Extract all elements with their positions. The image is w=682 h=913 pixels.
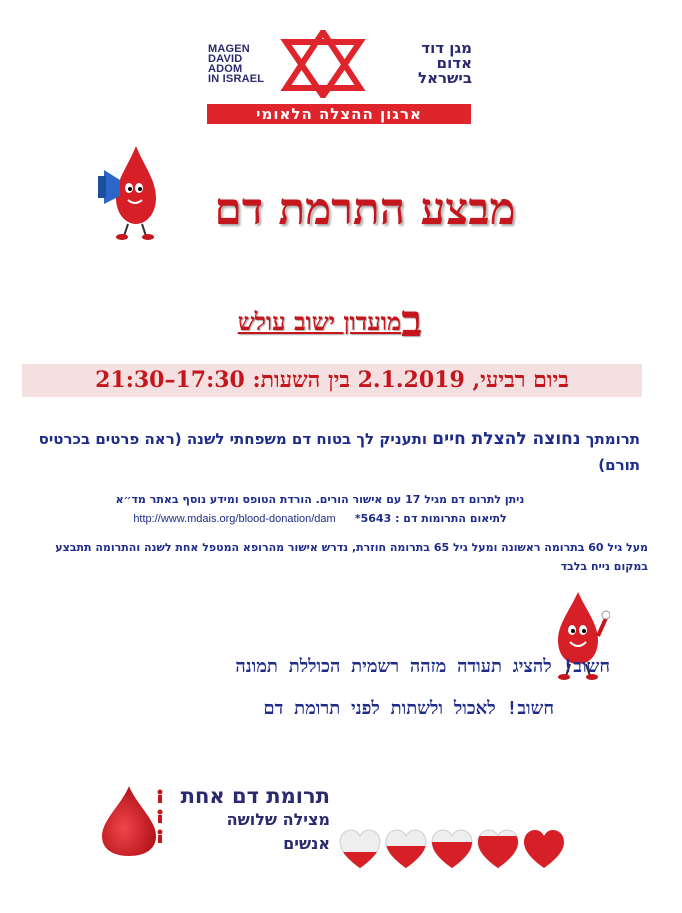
subtitle-prefix: ב: [401, 296, 423, 347]
logo-hebrew-text: [372, 41, 472, 86]
logo-he-line: מגן דוד: [421, 39, 472, 57]
logo-he-line: אדום: [436, 54, 472, 72]
logo-en-line: ADOM: [208, 63, 243, 75]
website-link[interactable]: http://www.mdais.org/blood-donation/dam: [133, 513, 336, 525]
logo-banner: ארגון ההצלה הלאומי: [207, 104, 471, 124]
logo-english-text: [208, 44, 268, 84]
slogan: [180, 784, 330, 856]
subtitle-location: מועדון ישוב עולש: [237, 307, 402, 336]
logo-en-line: DAVID: [208, 53, 243, 65]
para1-highlight: נחוצה להצלת חיים: [432, 429, 581, 449]
eligibility-info: [40, 490, 600, 529]
important-note-eat: חשוב! לאכול ולשתות לפני תרומת דם: [263, 698, 554, 719]
para2-line1: ניתן לתרום דם מגיל 17 עם אישור הורים. הורדת הטופס ומידע נוסף באתר מד״א: [115, 493, 525, 506]
blood-drop-icon: [98, 784, 160, 858]
age-requirements-text: מעל גיל 60 בתרומה ראשונה ומעל גיל 65 בתרומה חוזרת, נדרש אישור מהרופא המטפל אחת לשנה והתרומה תתבצע במקום נייח בלבד: [55, 541, 648, 573]
heart-icon: [386, 830, 426, 868]
logo-he-line: בישראל: [418, 69, 472, 87]
heart-icon: [524, 830, 564, 868]
stick-figures-icon: [154, 786, 174, 846]
para1-part3: ותעניק לך בטוח דם משפחתי לשנה (ראה פרטים בכרטיס תורם): [38, 430, 640, 474]
slogan-line1: תרומת דם אחת: [180, 784, 330, 808]
heart-icon: [478, 830, 518, 868]
slogan-line2: מצילה שלושה אנשים: [226, 810, 330, 853]
heart-icon: [432, 830, 472, 868]
para2-line2: [40, 509, 600, 529]
magen-david-icon: [280, 30, 366, 98]
para1-part1: תרומתך: [585, 430, 640, 448]
location-subtitle: [180, 296, 480, 347]
logo-en-line: IN ISRAEL: [208, 73, 265, 85]
date-time-band: ביום רביעי, 2.1.2019 בין השעות: 17:30–21:30: [22, 364, 642, 397]
logo-en-line: MAGEN: [208, 43, 250, 55]
donation-benefit-text: [20, 426, 640, 478]
hearts-row: [336, 828, 572, 872]
page-title: מבצע התרמת דם: [214, 184, 516, 235]
important-note-id: חשוב! להציג תעודה מזהה רשמית הכוללת תמונה: [235, 656, 610, 677]
blood-drop-mascot-megaphone-icon: [98, 140, 160, 240]
heart-icon: [340, 830, 380, 868]
para2-scheduling: לתיאום התרומות דם : 5643*: [354, 512, 507, 525]
